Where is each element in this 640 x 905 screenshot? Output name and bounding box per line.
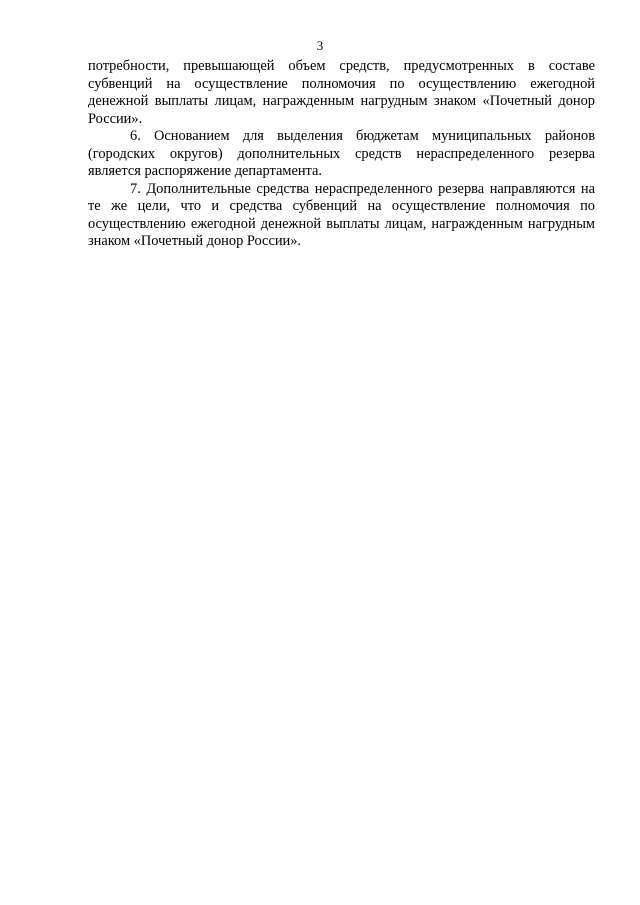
- document-body: [88, 58, 595, 251]
- paragraph-item-6: 6. Основанием для выделения бюджетам муниципальных районов (городских округов) дополнительных средств нераспределенного резерва является распоряжение департамента.: [88, 128, 595, 179]
- page-number: 3: [316, 38, 324, 53]
- paragraph-item-7: 7. Дополнительные средства нераспределенного резерва направляются на те же цели, что и средства субвенций на осуществление полномочия по осуществлению ежегодной денежной выплаты лицам, награжденным нагрудным знаком «Почетный донор России».: [88, 180, 595, 249]
- paragraph-continuation: потребности, превышающей объем средств, предусмотренных в составе субвенций на осуществление полномочия по осуществлению ежегодной денежной выплаты лицам, награжденным нагрудным знаком «Почетный донор России».: [88, 58, 595, 127]
